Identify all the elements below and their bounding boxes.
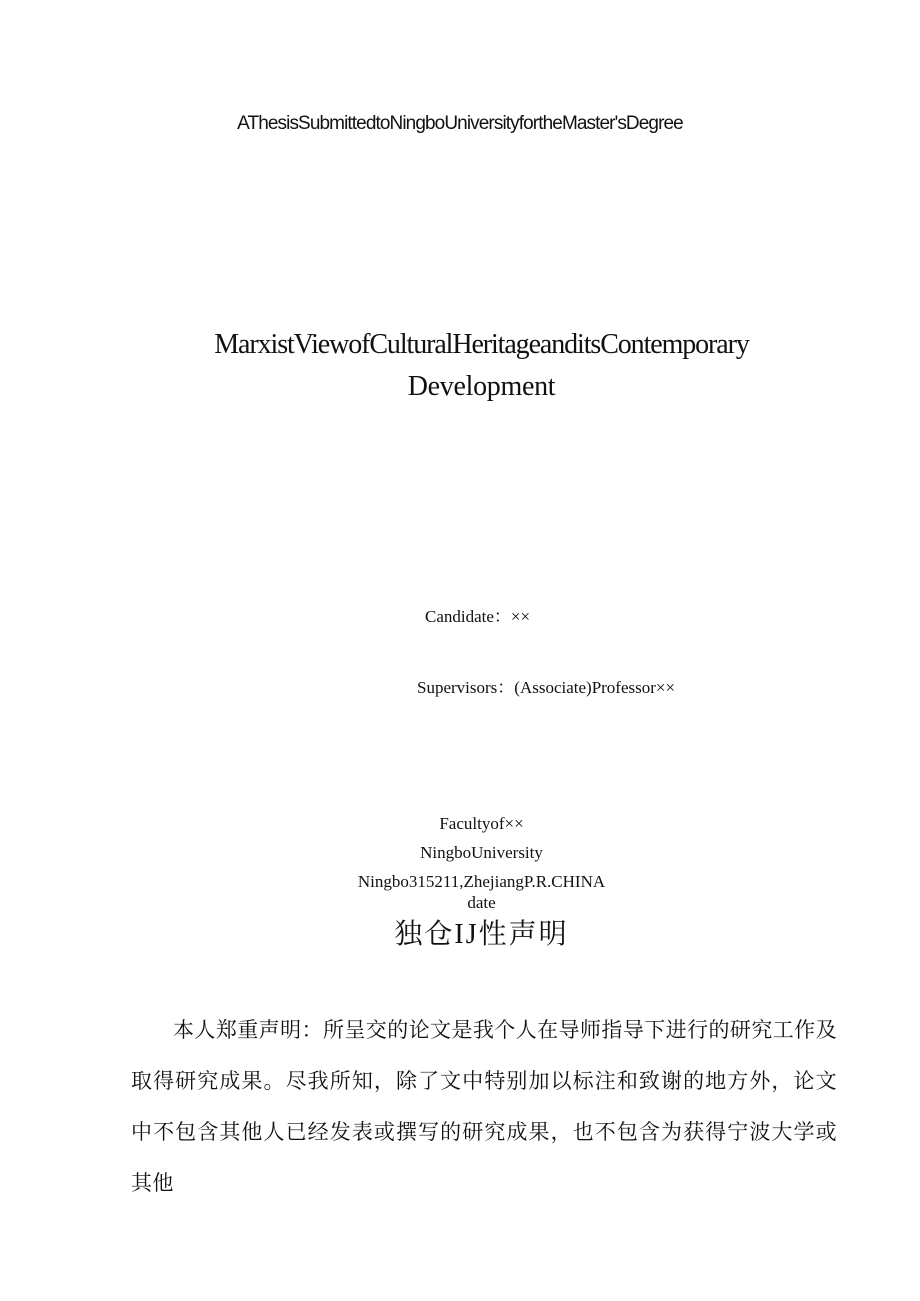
submitted-to-line: AThesisSubmittedtoNingboUniversityfortheMaster'sDegree	[237, 113, 683, 134]
declaration-heading: 独仓IJ性声明	[394, 919, 569, 950]
university-line: NingboUniversity	[420, 843, 543, 862]
thesis-title-line-1: MarxistViewofCulturalHeritageanditsContemporary	[214, 329, 749, 360]
candidate-line: Candidate：××	[425, 607, 531, 626]
declaration-body: 本人郑重声明：所呈交的论文是我个人在导师指导下进行的研究工作及取得研究成果。尽我所知，除了文中特别加以标注和致谢的地方外，论文中不包含其他人已经发表或撰写的研究成果，也不包含为获得宁波大学或其他	[131, 1018, 837, 1195]
date-line: date	[467, 893, 496, 912]
address-line: Ningbo315211,ZhejiangP.R.CHINA	[357, 872, 606, 891]
faculty-line: Facultyof××	[439, 814, 524, 833]
supervisors-line: Supervisors：(Associate)Professor××	[417, 678, 676, 697]
thesis-title-line-2: Development	[407, 371, 556, 402]
